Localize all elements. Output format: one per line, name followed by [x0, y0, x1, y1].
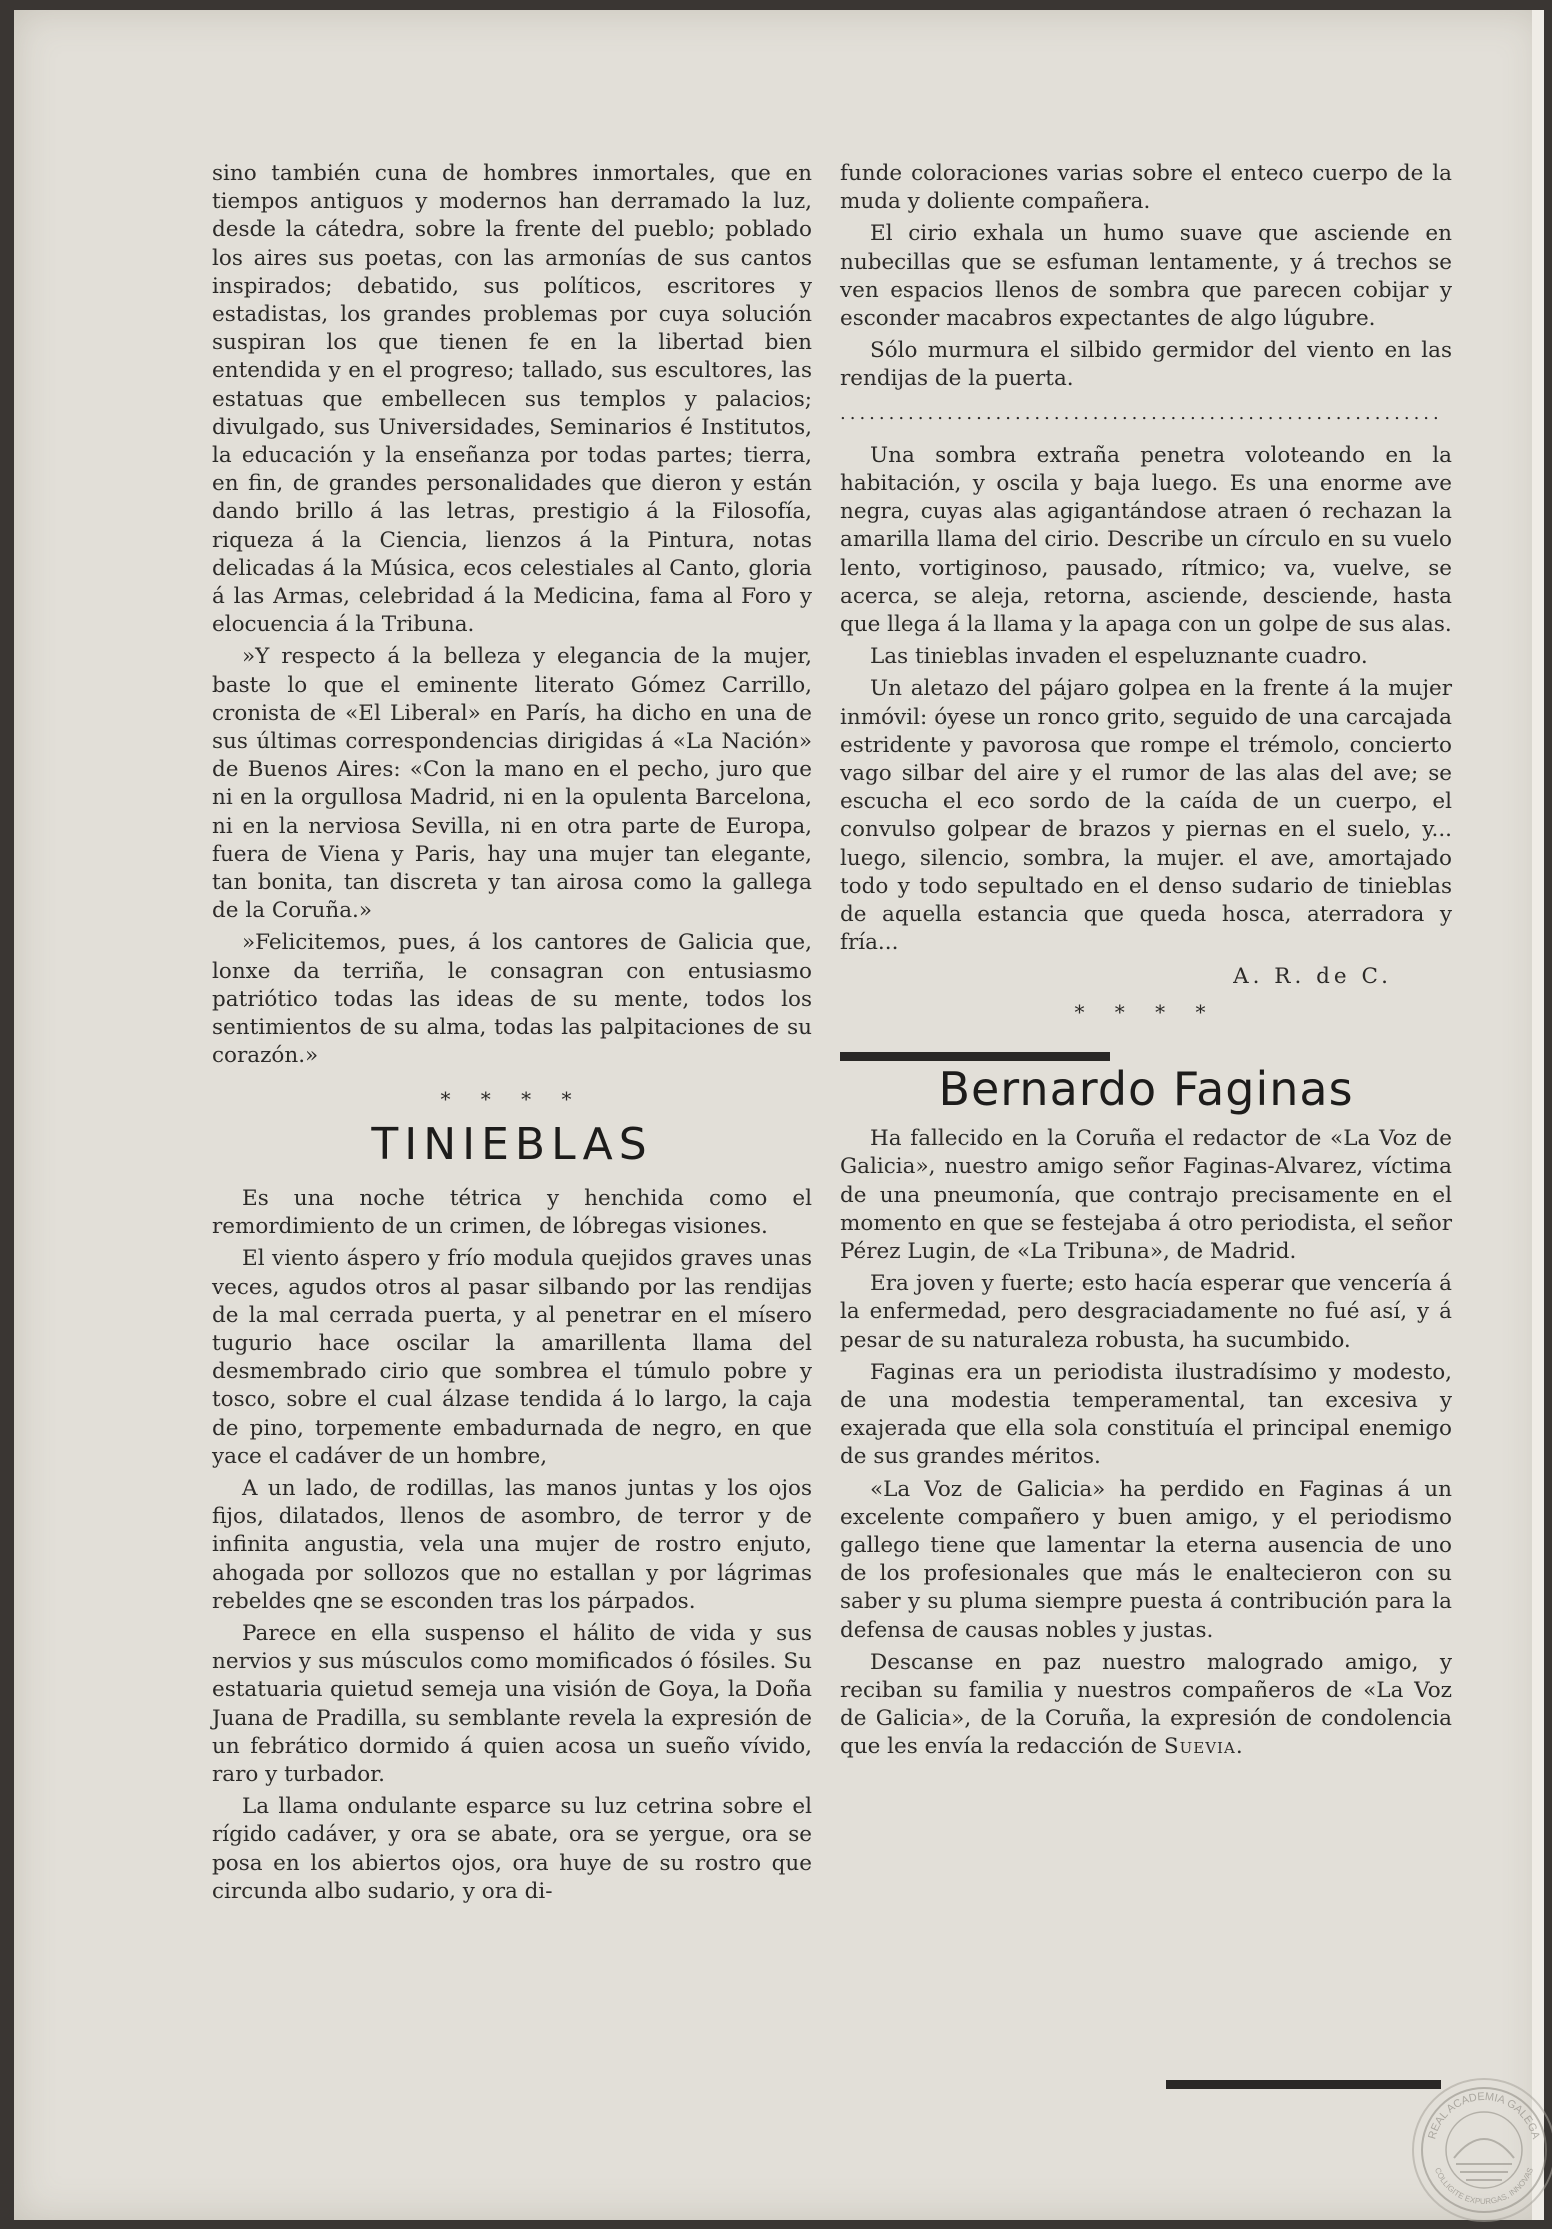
tinieblas-paragraph-1: Es una noche tétrica y henchida como el remordimiento de un crimen, de lóbregas visiones. [212, 1185, 812, 1240]
right-column [840, 160, 1452, 1766]
left-column [212, 160, 812, 1910]
tinieblas-continued-2: El cirio exhala un humo suave que asciende en nubecillas que se esfuman lentamente, y á trechos se ven espacios llenos de sombra que parecen cobijar y esconder macabros expectantes de algo lúgubre. [840, 221, 1452, 332]
bernardo-closing-paragraph [840, 1649, 1452, 1762]
newspaper-page [14, 10, 1544, 2220]
bernardo-paragraph-2: Era joven y fuerte; esto hacía esperar que vencería á la enfermedad, pero desgraciadamente no fué así, y á pesar de su naturaleza robusta, ha sucumbido. [840, 1271, 1452, 1353]
tinieblas-continued-5: Las tinieblas invaden el espeluznante cuadro. [870, 644, 1368, 670]
tinieblas-continued-4: Una sombra extraña penetra voloteando en la habitación, y oscila y baja luego. Es una enorme ave negra, cuyas alas agigantándose atraen ó rechazan la amarilla llama del cirio. Describe un círculo en su vuelo lento, vortiginoso, pausado, rítmico; va, vuelve, se acerca, se aleja, retorna, asciende, desciende, hasta que llega á la llama y la apaga con un golpe de sus alas. [840, 442, 1452, 638]
bernardo-faginas-title: Bernardo Faginas [938, 1061, 1354, 1116]
section-separator-stars: * * * * [440, 1086, 584, 1111]
tinieblas-paragraph-2: El viento áspero y frío modula quejidos graves unas veces, agudos otros al pasar silbando por las rendijas de la mal cerrada puerta, y al penetrar en el mísero tugurio hace oscilar la amarillenta llama del desmembrado cirio que sombrea el túmulo pobre y tosco, sobre el cual álzase tendida á lo largo, la caja de pino, torpemente embadurnada de negro, en que yace el cadáver de un hombre, [212, 1246, 812, 1469]
section-separator-stars-right: * * * * [1074, 999, 1218, 1024]
tinieblas-continued-3: Sólo murmura el silbido germidor del viento en las rendijas de la puerta. [840, 338, 1452, 392]
intro-paragraph-1: sino también cuna de hombres inmortales, que en tiempos antiguos y modernos han derramado la luz, desde la cátedra, sobre la frente del pueblo; poblado los aires sus poetas, con las armonías de sus cantos inspirados; debatido, sus políticos, escritores y estadistas, los grandes problemas por cuya solución suspiran los que tienen fe en la libertad bien entendida y en el progreso; tallado, sus escultores, las estatuas que embellecen sus templos y palacios; divulgado, sus Universidades, Seminarios é Institutos, la educación y la enseñanza por todas partes; tierra, en fin, de grandes personalidades que dieron y están dando brillo á las letras, prestigio á la Filosofía, riqueza á la Ciencia, lienzos á la Pintura, notas delicadas á la Música, ecos celestiales al Canto, gloria á las Armas, celebridad á la Medicina, fama al Foro y elocuencia á la Tribuna. [212, 161, 812, 638]
author-signature: A. R. de C. [1233, 964, 1392, 990]
tinieblas-paragraph-5: La llama ondulante esparce su luz cetrina sobre el rígido cadáver, y ora se abate, ora se yergue, ora se posa en los abiertos ojos, ora huye de su rostro que circunda albo sudario, y ora di- [212, 1794, 812, 1904]
tinieblas-continued-6: Un aletazo del pájaro golpea en la frente á la mujer inmóvil: óyese un ronco grito, seguido de una carcajada estridente y pavorosa que rompe el trémolo, concierto vago silbar del aire y el rumor de las alas del ave; se escucha el eco sordo de la caída de un cuerpo, el convulso golpear de brazos y piernas en el suelo, y... luego, silencio, sombra, la mujer. el ave, amortajado todo y todo sepultado en el denso sudario de tinieblas de aquella estancia que queda hosca, aterradora y fría... [840, 676, 1452, 956]
svg-text:REAL ACADEMIA GALEGA [1426, 2091, 1542, 2141]
bottom-heavy-rule [1166, 2080, 1441, 2089]
stamp-top-text: REAL ACADEMIA GALEGA [1426, 2090, 1542, 2141]
intro-paragraph-2: »Y respecto á la belleza y elegancia de la mujer, baste lo que el eminente literato Gómez Carrillo, cronista de «El Liberal» en París, ha dicho en una de sus últimas correspondencias dirigidas á «La Nación» de Buenos Aires: «Con la mano en el pecho, juro que ni en la orgullosa Madrid, ni en la opulenta Barcelona, ni en la nerviosa Sevilla, ni en otra parte de Europa, fuera de Viena y Paris, hay una mujer tan elegante, tan bonita, tan discreta y tan airosa como la gallega de la Coruña.» [212, 644, 812, 924]
closing-word-suevia: Suevia. [1163, 1734, 1244, 1760]
bernardo-paragraph-3: Faginas era un periodista ilustradísimo y modesto, de una modestia temperamental, tan excesiva y exajerada que ella sola constituía el principal enemigo de sus grandes méritos. [840, 1359, 1452, 1470]
bernardo-paragraph-1: Ha fallecido en la Coruña el redactor de «La Voz de Galicia», nuestro amigo señor Faginas-Alvarez, víctima de una pneumonía, que contrajo precisamente en el momento en que se festejaba á otro periodista, el señor Pérez Lugin, de «La Tribuna», de Madrid. [840, 1126, 1452, 1264]
page-edge [1532, 10, 1544, 2220]
stamp-bottom-text: COLLIGITE EXPURGAS, INNOVAS [1432, 2166, 1536, 2207]
dotted-separator: .............................................................. [840, 402, 1443, 424]
heavy-rule [840, 1052, 1110, 1061]
tinieblas-paragraph-3: A un lado, de rodillas, las manos juntas y los ojos fijos, dilatados, llenos de asombro, de terror y de infinita angustia, vela una mujer de rostro enjuto, ahogada por sollozos que no estallan y por lágrimas rebeldes qne se esconden tras los párpados. [212, 1475, 812, 1614]
closing-text: Descanse en paz nuestro malogrado amigo, y reciban su familia y nuestros compañeros de «La Voz de Galicia», de la Coruña, la expresión de condolencia que les envía la redacción de [840, 1649, 1452, 1760]
bernardo-paragraph-4: «La Voz de Galicia» ha perdido en Faginas á un excelente compañero y buen amigo, y el periodismo gallego tiene que lamentar la eterna ausencia de uno de los profesionales que más le enaltecieron con su saber y su pluma siempre puesta á contribución para la defensa de causas nobles y justas. [840, 1476, 1452, 1643]
tinieblas-paragraph-4: Parece en ella suspenso el hálito de vida y sus nervios y sus músculos como momificados ó fósiles. Su estatuaria quietud semeja una visión de Goya, la Doña Juana de Pradilla, su semblante revela la expresión de un febrático dormido á quien acosa un sueño vívido, raro y turbador. [212, 1620, 812, 1787]
tinieblas-continued-1: funde coloraciones varias sobre el enteco cuerpo de la muda y doliente compañera. [840, 161, 1452, 215]
stamp-seal-icon [1414, 2080, 1552, 2220]
intro-paragraph-3: »Felicitemos, pues, á los cantores de Galicia que, lonxe da terriña, le consagran con entusiasmo patriótico todas las ideas de su mente, todos los sentimientos de su alma, todas las palpitaciones de su corazón.» [212, 930, 812, 1069]
academy-stamp [1412, 2078, 1552, 2222]
tinieblas-title: TINIEBLAS [371, 1118, 653, 1170]
